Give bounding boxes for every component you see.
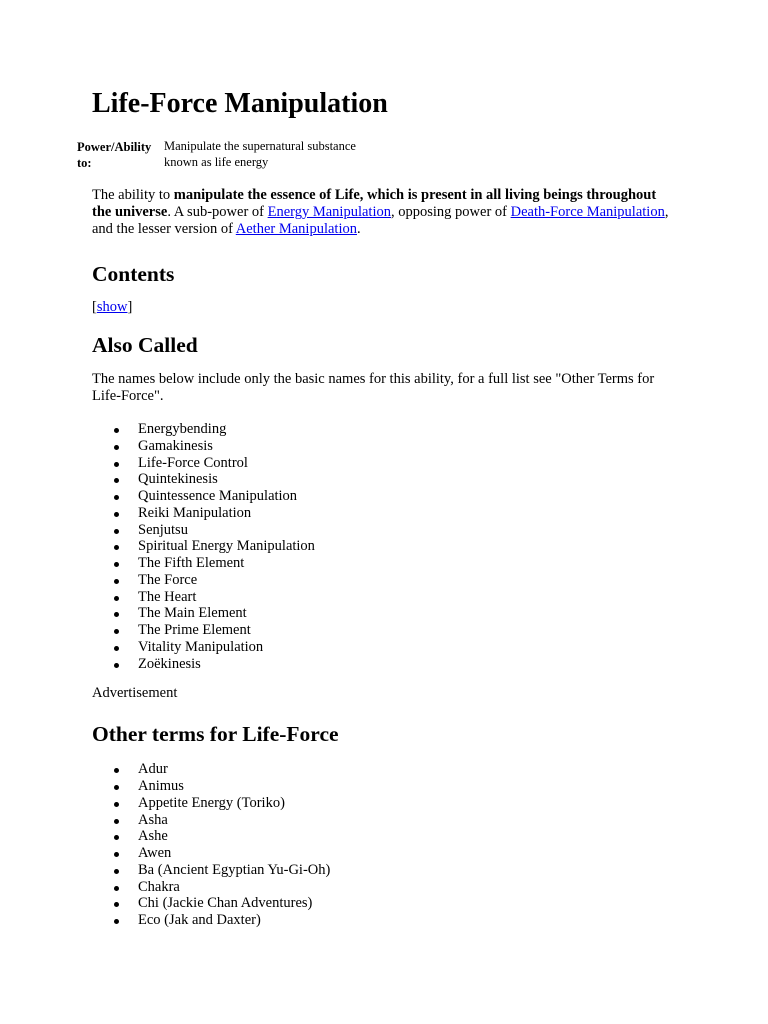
list-item: Animus [92, 778, 692, 795]
list-item: Ba (Ancient Egyptian Yu-Gi-Oh) [92, 862, 692, 879]
list-item: Ashe [92, 828, 692, 845]
list-item: The Fifth Element [92, 555, 692, 572]
list-item: Quintessence Manipulation [92, 488, 692, 505]
list-item: Spiritual Energy Manipulation [92, 538, 692, 555]
other-terms-heading: Other terms for Life-Force [92, 722, 339, 747]
other-terms-list [92, 761, 692, 929]
advertisement-label: Advertisement [92, 685, 178, 702]
intro-bold-text: manipulate the essence of Life, which is present in all living beings throughout the universe [92, 187, 657, 220]
list-item: Chi (Jackie Chan Adventures) [92, 895, 692, 912]
infobox-value: Manipulate the supernatural substance known as life energy [164, 139, 356, 169]
bracket-close: ] [127, 299, 133, 315]
also-called-heading: Also Called [92, 333, 198, 357]
list-item: The Main Element [92, 605, 692, 622]
list-item: Eco (Jak and Daxter) [92, 912, 692, 929]
intro-text: The ability to [92, 187, 174, 203]
list-item: The Force [92, 572, 692, 589]
list-item: Appetite Energy (Toriko) [92, 795, 692, 812]
list-item: Life-Force Control [92, 455, 692, 472]
list-item: The Heart [92, 589, 692, 606]
infobox-label: Power/Ability to: [77, 140, 152, 170]
list-item: Vitality Manipulation [92, 639, 692, 656]
intro-text: . [356, 221, 361, 237]
list-item: Zoëkinesis [92, 656, 692, 673]
intro-paragraph [92, 187, 672, 238]
intro-text: . A sub-power of [167, 204, 268, 220]
list-item: Quintekinesis [92, 471, 692, 488]
list-item: The Prime Element [92, 622, 692, 639]
list-item: Adur [92, 761, 692, 778]
list-item: Energybending [92, 421, 692, 438]
also-called-list [92, 421, 692, 672]
contents-heading: Contents [92, 262, 175, 286]
list-item: Senjutsu [92, 522, 692, 539]
list-item: Chakra [92, 879, 692, 896]
list-item: Asha [92, 812, 692, 829]
aether-manipulation-link[interactable]: Aether Manipulation [235, 221, 357, 237]
energy-manipulation-link[interactable]: Energy Manipulation [267, 204, 391, 220]
article-content [92, 187, 692, 929]
bracket-open: [ [92, 299, 97, 315]
list-item: Gamakinesis [92, 438, 692, 455]
page-title: Life-Force Manipulation [92, 88, 388, 119]
list-item: Reiki Manipulation [92, 505, 692, 522]
show-contents-link[interactable]: show [96, 299, 128, 315]
list-item: Awen [92, 845, 692, 862]
intro-text: , and the lesser version of [92, 204, 669, 237]
intro-text: , opposing power of [390, 204, 511, 220]
also-called-intro: The names below include only the basic names for this ability, for a full list see "Other Terms for Life-Force". [92, 371, 655, 404]
death-force-manipulation-link[interactable]: Death-Force Manipulation [510, 204, 665, 220]
contents-toggle [92, 299, 692, 316]
